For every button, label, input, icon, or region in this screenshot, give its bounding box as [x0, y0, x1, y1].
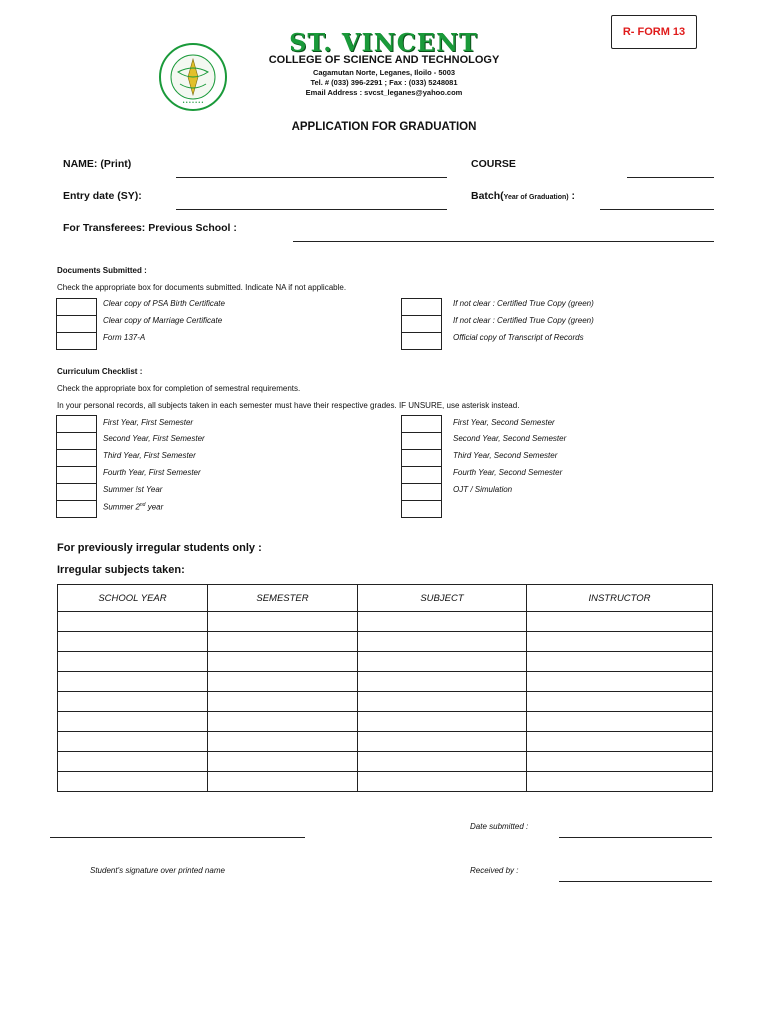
- form-title: APPLICATION FOR GRADUATION: [291, 121, 477, 133]
- doc-item-6: Official copy of Transcript of Records: [453, 333, 584, 342]
- checkbox-transcript-of-records[interactable]: [402, 333, 441, 349]
- checkbox-ojt-simulation[interactable]: [402, 484, 441, 501]
- checkbox-third-year-second-sem[interactable]: [402, 450, 441, 467]
- checkbox-blank[interactable]: [402, 501, 441, 517]
- table-cell[interactable]: [527, 672, 713, 692]
- table-cell[interactable]: [208, 772, 358, 792]
- entry-date-label: Entry date (SY):: [63, 190, 142, 202]
- table-cell[interactable]: [358, 772, 527, 792]
- table-row: [58, 772, 713, 792]
- table-cell[interactable]: [58, 732, 208, 752]
- transferees-label: For Transferees: Previous School :: [63, 222, 237, 234]
- checkbox-certified-true-copy-2[interactable]: [402, 316, 441, 333]
- curr-item-4: Fourth Year, First Semester: [103, 468, 201, 477]
- table-cell[interactable]: [58, 612, 208, 632]
- date-submitted-field[interactable]: [559, 837, 712, 838]
- checkbox-certified-true-copy-1[interactable]: [402, 299, 441, 316]
- table-cell[interactable]: [358, 632, 527, 652]
- table-cell[interactable]: [58, 672, 208, 692]
- doc-item-4: If not clear : Certified True Copy (green): [453, 299, 594, 308]
- table-cell[interactable]: [208, 652, 358, 672]
- curriculum-instruction-2: In your personal records, all subjects taken in each semester must have their respective grades. IF UNSURE, use asterisk instead.: [57, 401, 520, 410]
- date-submitted-label: Date submitted :: [470, 822, 529, 831]
- table-cell[interactable]: [527, 652, 713, 672]
- received-by-field[interactable]: [559, 881, 712, 882]
- signature-label: Student's signature over printed name: [90, 866, 225, 875]
- table-cell[interactable]: [358, 732, 527, 752]
- school-address: Cagamutan Norte, Leganes, Iloilo - 5003: [312, 68, 456, 77]
- form-code: R- FORM 13: [611, 15, 697, 49]
- table-cell[interactable]: [208, 672, 358, 692]
- col-subject: SUBJECT: [358, 585, 527, 612]
- table-cell[interactable]: [358, 712, 527, 732]
- previous-school-field[interactable]: [293, 241, 714, 242]
- table-cell[interactable]: [527, 692, 713, 712]
- curr-item-9: Third Year, Second Semester: [453, 451, 558, 460]
- batch-field[interactable]: [600, 209, 714, 210]
- curr-item-6: Summer 2nd year: [103, 502, 164, 512]
- table-cell[interactable]: [527, 772, 713, 792]
- documents-heading: Documents Submitted :: [57, 266, 147, 275]
- table-cell[interactable]: [58, 752, 208, 772]
- school-email: Email Address : svcst_leganes@yahoo.com: [305, 88, 463, 97]
- col-school-year: SCHOOL YEAR: [58, 585, 208, 612]
- irregular-subjects-table: [57, 584, 713, 792]
- curr-item-10: Fourth Year, Second Semester: [453, 468, 563, 477]
- curriculum-checkbox-column-right: [401, 415, 442, 518]
- curr-item-5: Summer !st Year: [103, 485, 163, 494]
- curr-item-7: First Year, Second Semester: [453, 418, 555, 427]
- curr-item-2: Second Year, First Semester: [103, 434, 205, 443]
- table-body: [58, 612, 713, 792]
- doc-item-5: If not clear : Certified True Copy (green): [453, 316, 594, 325]
- curr-item-1: First Year, First Semester: [103, 418, 194, 427]
- batch-label: Batch(Year of Graduation) :: [471, 190, 576, 202]
- col-instructor: INSTRUCTOR: [527, 585, 713, 612]
- documents-checkbox-column-left: [56, 298, 97, 350]
- course-field[interactable]: [627, 177, 714, 178]
- curriculum-instruction-1: Check the appropriate box for completion of semestral requirements.: [57, 384, 301, 393]
- table-row: [58, 652, 713, 672]
- school-seal-logo: [158, 42, 228, 112]
- entry-date-field[interactable]: [176, 209, 447, 210]
- table-cell[interactable]: [58, 712, 208, 732]
- table-row: [58, 692, 713, 712]
- table-row: [58, 712, 713, 732]
- table-row: [58, 612, 713, 632]
- table-cell[interactable]: [58, 772, 208, 792]
- table-cell[interactable]: [358, 652, 527, 672]
- table-cell[interactable]: [527, 632, 713, 652]
- checkbox-summer-1st-year[interactable]: [57, 484, 96, 501]
- curr-item-3: Third Year, First Semester: [103, 451, 196, 460]
- course-label: COURSE: [471, 158, 516, 170]
- checkbox-first-year-second-sem[interactable]: [402, 416, 441, 433]
- table-cell[interactable]: [358, 612, 527, 632]
- documents-checkbox-column-right: [401, 298, 442, 350]
- table-cell[interactable]: [208, 752, 358, 772]
- table-row: [58, 752, 713, 772]
- table-cell[interactable]: [208, 712, 358, 732]
- table-cell[interactable]: [58, 632, 208, 652]
- table-cell[interactable]: [527, 732, 713, 752]
- doc-item-1: Clear copy of PSA Birth Certificate: [103, 299, 225, 308]
- table-cell[interactable]: [527, 752, 713, 772]
- checkbox-fourth-year-first-sem[interactable]: [57, 467, 96, 484]
- school-phone: Tel. # (033) 396-2291 ; Fax : (033) 5248081: [310, 78, 458, 87]
- table-header-row: [58, 585, 713, 612]
- curr-item-8: Second Year, Second Semester: [453, 434, 567, 443]
- table-cell[interactable]: [358, 752, 527, 772]
- irregular-subheading: Irregular subjects taken:: [57, 564, 185, 576]
- col-semester: SEMESTER: [208, 585, 358, 612]
- irregular-heading: For previously irregular students only :: [57, 542, 262, 554]
- school-name: ST. VINCENT: [289, 28, 478, 57]
- table-cell[interactable]: [208, 692, 358, 712]
- checkbox-second-year-second-sem[interactable]: [402, 433, 441, 450]
- table-row: [58, 732, 713, 752]
- documents-instruction: Check the appropriate box for documents submitted. Indicate NA if not applicable.: [57, 283, 347, 292]
- curriculum-checkbox-column-left: [56, 415, 97, 518]
- table-cell[interactable]: [208, 612, 358, 632]
- name-field[interactable]: [176, 177, 447, 178]
- table-row: [58, 672, 713, 692]
- curriculum-heading: Curriculum Checklist :: [57, 367, 143, 376]
- curr-item-11: OJT / Simulation: [453, 485, 513, 494]
- svg-text:• • • • • • •: • • • • • • •: [182, 100, 204, 106]
- checkbox-marriage-certificate[interactable]: [57, 316, 96, 333]
- received-by-label: Received by :: [470, 866, 519, 875]
- table-cell[interactable]: [358, 672, 527, 692]
- table-cell[interactable]: [358, 692, 527, 712]
- checkbox-fourth-year-second-sem[interactable]: [402, 467, 441, 484]
- checkbox-first-year-first-sem[interactable]: [57, 416, 96, 433]
- table-cell[interactable]: [527, 612, 713, 632]
- signature-line[interactable]: [50, 837, 305, 838]
- name-label: NAME: (Print): [63, 158, 132, 170]
- doc-item-2: Clear copy of Marriage Certificate: [103, 316, 223, 325]
- table-cell[interactable]: [527, 712, 713, 732]
- table-cell[interactable]: [58, 692, 208, 712]
- checkbox-summer-2nd-year[interactable]: [57, 501, 96, 517]
- table-cell[interactable]: [208, 632, 358, 652]
- doc-item-3: Form 137-A: [103, 333, 146, 342]
- checkbox-psa-birth-certificate[interactable]: [57, 299, 96, 316]
- table-cell[interactable]: [58, 652, 208, 672]
- checkbox-second-year-first-sem[interactable]: [57, 433, 96, 450]
- table-cell[interactable]: [208, 732, 358, 752]
- college-name: COLLEGE OF SCIENCE AND TECHNOLOGY: [268, 54, 500, 66]
- table-row: [58, 632, 713, 652]
- checkbox-form-137a[interactable]: [57, 333, 96, 349]
- checkbox-third-year-first-sem[interactable]: [57, 450, 96, 467]
